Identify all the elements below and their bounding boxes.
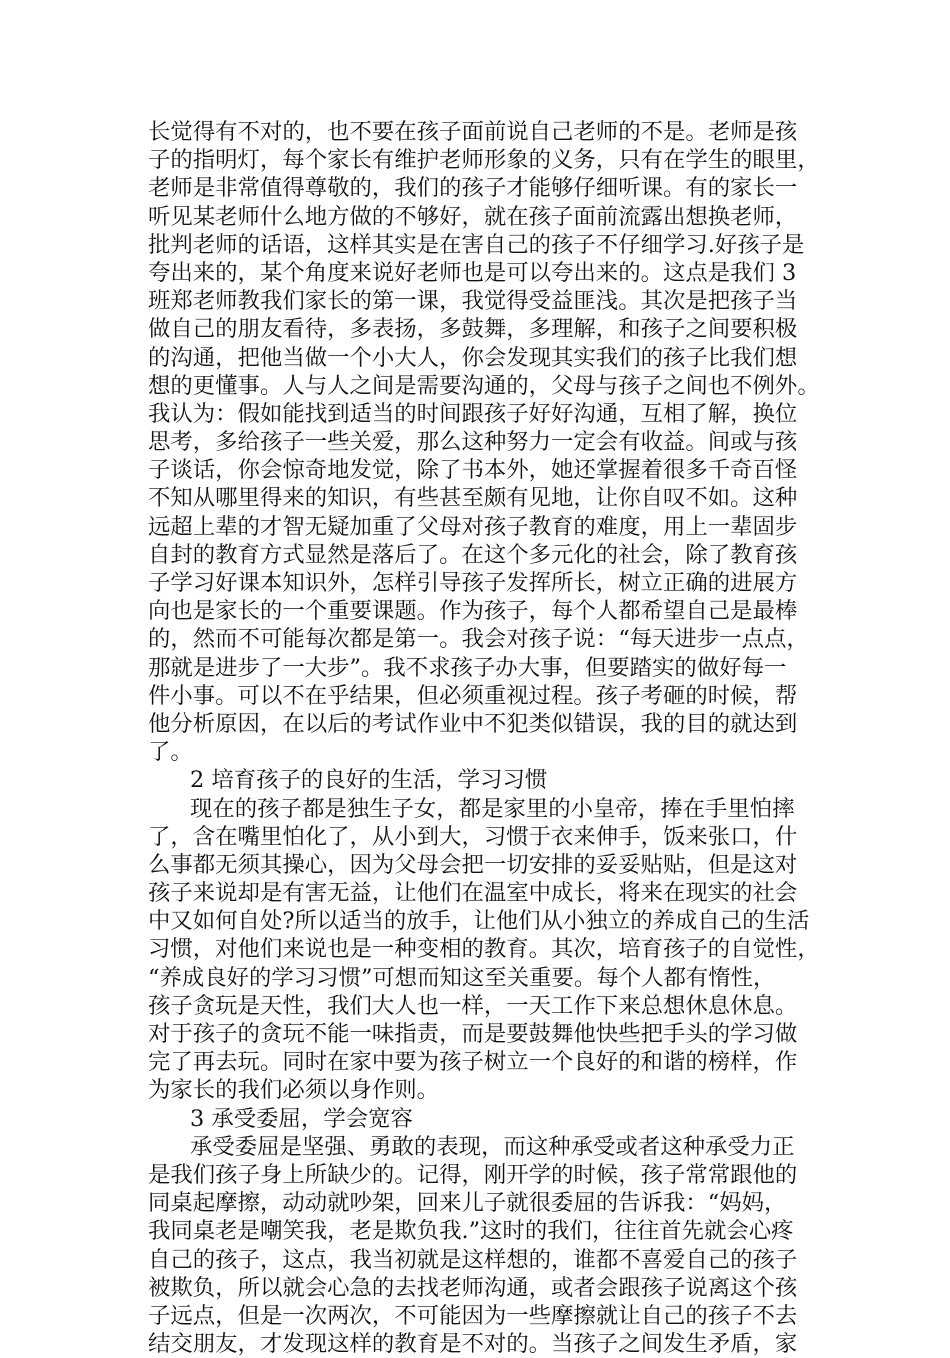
text-line: 的沟通，把他当做一个小大人，你会发现其实我们的孩子比我们想 — [148, 344, 798, 371]
text-line: 的，然而不可能每次都是第一。我会对孩子说：“每天进步一点点， — [148, 626, 809, 653]
text-line: 是我们孩子身上所缺少的。记得，刚开学的时候，孩子常常跟他的 — [148, 1161, 798, 1188]
text-line: 孩子来说却是有害无益，让他们在温室中成长，将来在现实的社会 — [148, 880, 798, 907]
text-line: 想的更懂事。人与人之间是需要沟通的，父母与孩子之间也不例外。 — [148, 372, 820, 399]
text-line: 被欺负，所以就会心急的去找老师沟通，或者会跟孩子说离这个孩 — [148, 1274, 798, 1301]
text-line: 自封的教育方式显然是落后了。在这个多元化的社会，除了教育孩 — [148, 541, 798, 568]
text-line: 现在的孩子都是独生子女，都是家里的小皇帝，捧在手里怕摔 — [190, 795, 795, 822]
text-line: 远超上辈的才智无疑加重了父母对孩子教育的难度，用上一辈固步 — [148, 513, 798, 540]
text-line: 为家长的我们必须以身作则。 — [148, 1077, 440, 1104]
body-text — [148, 118, 828, 1358]
text-line: 对于孩子的贪玩不能一味指责，而是要鼓舞他快些把手头的学习做 — [148, 1021, 798, 1047]
text-line: 么事都无须其操心，因为父母会把一切安排的妥妥贴贴，但是这对 — [148, 851, 798, 878]
text-line: 班郑老师教我们家长的第一课，我觉得受益匪浅。其次是把孩子当 — [148, 288, 798, 315]
text-line: 中又如何自处?所以适当的放手，让他们从小独立的养成自己的生活 — [148, 908, 810, 935]
text-line: 长觉得有不对的，也不要在孩子面前说自己老师的不是。老师是孩 — [148, 119, 798, 145]
text-line: 子学习好课本知识外，怎样引导孩子发挥所长，树立正确的进展方 — [148, 570, 798, 596]
text-line: 自己的孩子，这点，我当初就是这样想的，谁都不喜爱自己的孩子 — [148, 1246, 798, 1273]
text-line: 了。 — [148, 739, 193, 766]
text-line: 子的指明灯，每个家长有维护老师形象的义务，只有在学生的眼里， — [148, 147, 820, 174]
text-line: 完了再去玩。同时在家中要为孩子树立一个良好的和谐的榜样，作 — [148, 1049, 798, 1076]
text-line: 向也是家长的一个重要课题。作为孩子，每个人都希望自己是最棒 — [148, 598, 798, 625]
text-line: 我同桌老是嘲笑我，老是欺负我.”这时的我们，往往首先就会心疼 — [148, 1218, 794, 1245]
text-line: 批判老师的话语，这样其实是在害自己的孩子不仔细学习.好孩子是 — [148, 231, 805, 258]
text-line: 件小事。可以不在乎结果，但必须重视过程。孩子考砸的时候，帮 — [148, 682, 798, 709]
text-line: 那就是进步了一大步”。我不求孩子办大事，但要踏实的做好每一 — [148, 654, 787, 681]
text-line: “养成良好的学习习惯”可想而知这至关重要。每个人都有惰性， — [148, 964, 776, 991]
text-line: 做自己的朋友看待，多表扬，多鼓舞，多理解，和孩子之间要积极 — [148, 316, 798, 343]
text-line: 子谈话，你会惊奇地发觉，除了书本外，她还掌握着很多千奇百怪 — [148, 457, 798, 484]
text-line: 了，含在嘴里怕化了，从小到大，习惯于衣来伸手，饭来张口，什 — [148, 823, 798, 850]
text-line: 承受委屈是坚强、勇敢的表现，而这种承受或者这种承受力正 — [190, 1133, 795, 1160]
text-line: 他分析原因，在以后的考试作业中不犯类似错误，我的目的就达到 — [148, 710, 798, 737]
text-line: 子远点，但是一次两次，不可能因为一些摩擦就让自己的孩子不去 — [148, 1302, 798, 1329]
text-line: 习惯，对他们来说也是一种变相的教育。其次，培育孩子的自觉性， — [148, 936, 820, 963]
text-line: 思考，多给孩子一些关爱，那么这种努力一定会有收益。间或与孩 — [148, 429, 798, 456]
text-line: 同桌起摩擦，动动就吵架，回来儿子就很委屈的告诉我：“妈妈， — [148, 1190, 787, 1217]
text-line: 老师是非常值得尊敬的，我们的孩子才能够仔细听课。有的家长一 — [148, 175, 798, 202]
text-line: 结交朋友，才发现这样的教育是不对的。当孩子之间发生矛盾，家 — [148, 1331, 798, 1358]
text-line: 3 承受委屈，学会宽容 — [190, 1105, 413, 1132]
text-line: 2 培育孩子的良好的生活，学习习惯 — [190, 767, 548, 794]
text-line: 不知从哪里得来的知识，有些甚至颇有见地，让你自叹不如。这种 — [148, 485, 798, 512]
text-line: 孩子贪玩是天性，我们大人也一样，一天工作下来总想休息休息。 — [148, 992, 798, 1019]
text-line: 夸出来的，某个角度来说好老师也是可以夸出来的。这点是我们 3 — [148, 259, 797, 286]
text-line: 我认为：假如能找到适当的时间跟孩子好好沟通，互相了解，换位 — [148, 400, 798, 427]
text-line: 听见某老师什么地方做的不够好，就在孩子面前流露出想换老师， — [148, 203, 798, 230]
